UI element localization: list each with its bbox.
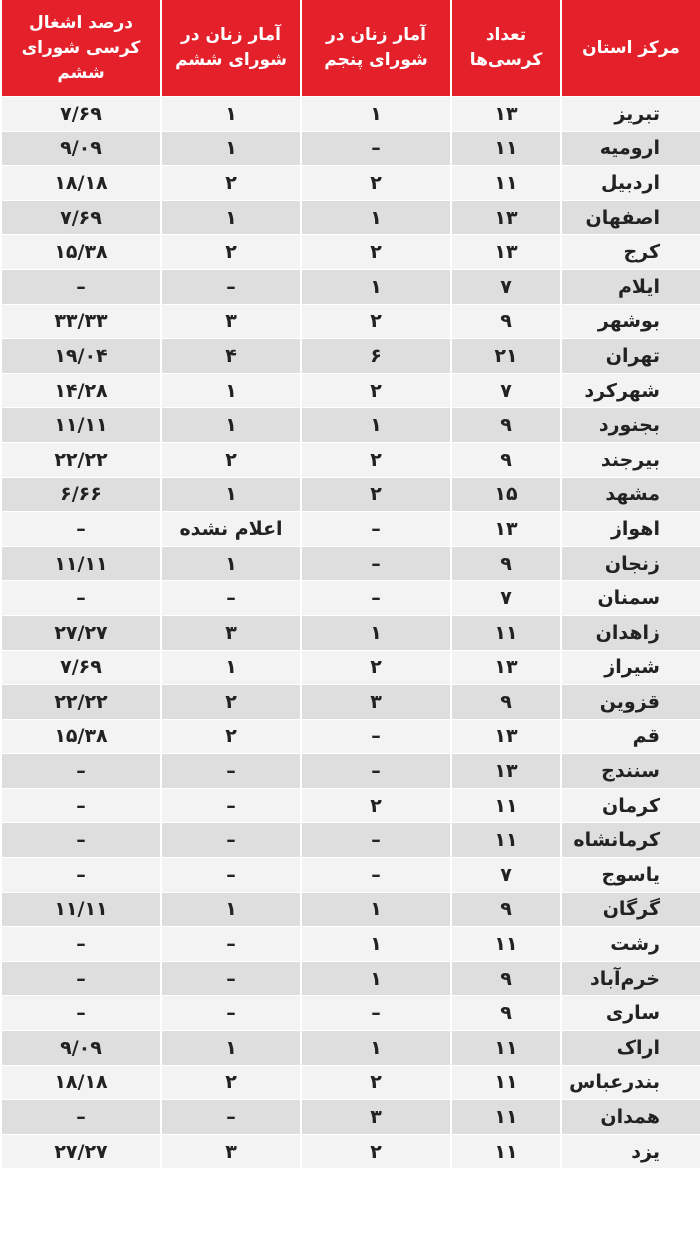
table-row (1, 581, 700, 616)
cell-seats: ۹ (451, 304, 561, 339)
cell-women-fifth: ۲ (301, 650, 451, 685)
table-row (1, 927, 700, 962)
cell-province: ساری (561, 996, 700, 1031)
cell-seats: ۹ (451, 961, 561, 996)
cell-women-fifth: ۱ (301, 927, 451, 962)
cell-women-sixth: ۱ (161, 477, 301, 512)
cell-seats: ۷ (451, 373, 561, 408)
cell-women-fifth: ۱ (301, 269, 451, 304)
cell-province: ایلام (561, 269, 700, 304)
header-percent-sixth-council: درصد اشغال کرسی شورای ششم (1, 0, 161, 97)
cell-percent: ۶/۶۶ (1, 477, 161, 512)
table-row (1, 650, 700, 685)
cell-seats: ۱۱ (451, 166, 561, 201)
cell-province: اردبیل (561, 166, 700, 201)
table-row (1, 1100, 700, 1135)
cell-province: خرم‌آباد (561, 961, 700, 996)
cell-women-sixth: ۳ (161, 1134, 301, 1168)
cell-women-fifth: – (301, 546, 451, 581)
table-body (1, 97, 700, 1169)
cell-women-fifth: ۱ (301, 961, 451, 996)
cell-seats: ۱۱ (451, 788, 561, 823)
cell-women-fifth: ۲ (301, 442, 451, 477)
cell-women-sixth: – (161, 754, 301, 789)
cell-women-fifth: ۱ (301, 408, 451, 443)
cell-percent: – (1, 823, 161, 858)
cell-percent: – (1, 996, 161, 1031)
cell-seats: ۷ (451, 858, 561, 893)
cell-percent: – (1, 581, 161, 616)
cell-women-sixth: – (161, 996, 301, 1031)
cell-women-fifth: ۲ (301, 235, 451, 270)
cell-seats: ۱۳ (451, 754, 561, 789)
cell-percent: ۱۵/۳۸ (1, 235, 161, 270)
cell-percent: – (1, 1100, 161, 1135)
table-row (1, 97, 700, 132)
table-row (1, 235, 700, 270)
cell-seats: ۱۳ (451, 235, 561, 270)
cell-women-fifth: ۶ (301, 339, 451, 374)
cell-percent: ۲۷/۲۷ (1, 1134, 161, 1168)
cell-percent: – (1, 858, 161, 893)
cell-women-sixth: ۴ (161, 339, 301, 374)
cell-women-fifth: ۲ (301, 304, 451, 339)
header-seats: تعداد کرسی‌ها (451, 0, 561, 97)
cell-women-fifth: – (301, 754, 451, 789)
cell-women-fifth: ۲ (301, 788, 451, 823)
table-row (1, 512, 700, 547)
cell-women-sixth: ۱ (161, 650, 301, 685)
table-row (1, 269, 700, 304)
cell-province: بیرجند (561, 442, 700, 477)
cell-women-sixth: – (161, 823, 301, 858)
table-row (1, 823, 700, 858)
cell-seats: ۹ (451, 408, 561, 443)
cell-percent: ۷/۶۹ (1, 97, 161, 132)
cell-province: قم (561, 719, 700, 754)
cell-percent: – (1, 754, 161, 789)
table-row (1, 615, 700, 650)
cell-seats: ۹ (451, 996, 561, 1031)
cell-seats: ۷ (451, 581, 561, 616)
cell-percent: ۱۴/۲۸ (1, 373, 161, 408)
cell-province: یاسوج (561, 858, 700, 893)
table-row (1, 304, 700, 339)
cell-women-fifth: – (301, 719, 451, 754)
cell-seats: ۱۱ (451, 1100, 561, 1135)
cell-women-fifth: – (301, 823, 451, 858)
cell-seats: ۲۱ (451, 339, 561, 374)
cell-women-sixth: – (161, 1100, 301, 1135)
cell-percent: ۲۲/۲۲ (1, 442, 161, 477)
table-row (1, 1065, 700, 1100)
cell-percent: ۱۱/۱۱ (1, 408, 161, 443)
cell-percent: – (1, 961, 161, 996)
cell-women-fifth: ۲ (301, 477, 451, 512)
cell-women-fifth: – (301, 996, 451, 1031)
cell-seats: ۱۱ (451, 615, 561, 650)
header-women-sixth-council: آمار زنان در شورای ششم (161, 0, 301, 97)
cell-women-sixth: اعلام نشده (161, 512, 301, 547)
cell-percent: ۷/۶۹ (1, 650, 161, 685)
cell-percent: – (1, 927, 161, 962)
cell-percent: – (1, 269, 161, 304)
cell-percent: ۱۸/۱۸ (1, 166, 161, 201)
cell-seats: ۹ (451, 685, 561, 720)
cell-women-sixth: – (161, 581, 301, 616)
table-row (1, 1031, 700, 1066)
cell-women-sixth: ۲ (161, 235, 301, 270)
cell-province: بندرعباس (561, 1065, 700, 1100)
cell-women-sixth: – (161, 269, 301, 304)
cell-seats: ۱۱ (451, 927, 561, 962)
cell-seats: ۱۱ (451, 823, 561, 858)
table-row (1, 685, 700, 720)
cell-percent: ۱۸/۱۸ (1, 1065, 161, 1100)
cell-women-sixth: ۲ (161, 166, 301, 201)
cell-province: همدان (561, 1100, 700, 1135)
cell-province: بوشهر (561, 304, 700, 339)
cell-province: شیراز (561, 650, 700, 685)
cell-province: یزد (561, 1134, 700, 1168)
table-row (1, 1134, 700, 1168)
cell-women-fifth: ۲ (301, 373, 451, 408)
cell-women-fifth: ۱ (301, 1031, 451, 1066)
cell-women-fifth: ۳ (301, 1100, 451, 1135)
cell-province: زاهدان (561, 615, 700, 650)
cell-seats: ۱۳ (451, 650, 561, 685)
cell-province: سنندج (561, 754, 700, 789)
cell-women-sixth: ۱ (161, 131, 301, 166)
cell-seats: ۱۳ (451, 97, 561, 132)
table-row (1, 996, 700, 1031)
cell-percent: ۹/۰۹ (1, 1031, 161, 1066)
cell-seats: ۱۵ (451, 477, 561, 512)
cell-seats: ۱۳ (451, 200, 561, 235)
cell-seats: ۱۱ (451, 1134, 561, 1168)
table-row (1, 477, 700, 512)
cell-women-fifth: ۲ (301, 1134, 451, 1168)
table-row (1, 373, 700, 408)
cell-seats: ۱۱ (451, 131, 561, 166)
table-row (1, 166, 700, 201)
cell-women-fifth: ۳ (301, 685, 451, 720)
cell-province: زنجان (561, 546, 700, 581)
table-row (1, 339, 700, 374)
cell-women-sixth: – (161, 961, 301, 996)
cell-women-fifth: ۲ (301, 1065, 451, 1100)
cell-women-fifth: ۱ (301, 200, 451, 235)
cell-percent: ۷/۶۹ (1, 200, 161, 235)
cell-women-sixth: ۲ (161, 719, 301, 754)
cell-seats: ۱۳ (451, 719, 561, 754)
cell-women-fifth: ۲ (301, 166, 451, 201)
cell-women-sixth: ۲ (161, 1065, 301, 1100)
table-row (1, 961, 700, 996)
cell-province: گرگان (561, 892, 700, 927)
header-province: مرکز استان (561, 0, 700, 97)
cell-women-sixth: ۱ (161, 200, 301, 235)
cell-province: شهرکرد (561, 373, 700, 408)
cell-percent: ۲۲/۲۲ (1, 685, 161, 720)
cell-province: کرمانشاه (561, 823, 700, 858)
cell-percent: ۳۳/۳۳ (1, 304, 161, 339)
cell-percent: ۱۹/۰۴ (1, 339, 161, 374)
cell-province: رشت (561, 927, 700, 962)
cell-seats: ۹ (451, 546, 561, 581)
cell-province: مشهد (561, 477, 700, 512)
cell-province: قزوین (561, 685, 700, 720)
cell-women-fifth: – (301, 131, 451, 166)
cell-seats: ۱۱ (451, 1065, 561, 1100)
cell-seats: ۹ (451, 442, 561, 477)
cell-women-fifth: – (301, 512, 451, 547)
cell-seats: ۷ (451, 269, 561, 304)
cell-seats: ۱۱ (451, 1031, 561, 1066)
cell-percent: ۹/۰۹ (1, 131, 161, 166)
cell-women-sixth: ۳ (161, 615, 301, 650)
cell-percent: ۱۱/۱۱ (1, 892, 161, 927)
cell-percent: ۲۷/۲۷ (1, 615, 161, 650)
cell-women-fifth: ۱ (301, 892, 451, 927)
table-row (1, 200, 700, 235)
cell-women-sixth: – (161, 927, 301, 962)
cell-women-sixth: ۱ (161, 408, 301, 443)
cell-percent: ۱۱/۱۱ (1, 546, 161, 581)
cell-women-sixth: – (161, 788, 301, 823)
cell-province: سمنان (561, 581, 700, 616)
cell-province: اراک (561, 1031, 700, 1066)
cell-province: بجنورد (561, 408, 700, 443)
cell-percent: ۱۵/۳۸ (1, 719, 161, 754)
cell-women-sixth: – (161, 858, 301, 893)
cell-percent: – (1, 512, 161, 547)
table-row (1, 892, 700, 927)
table-row (1, 719, 700, 754)
cell-women-fifth: – (301, 581, 451, 616)
cell-women-sixth: ۲ (161, 685, 301, 720)
header-row (1, 0, 700, 97)
table-row (1, 754, 700, 789)
table-header (1, 0, 700, 97)
cell-women-sixth: ۱ (161, 546, 301, 581)
table-row (1, 546, 700, 581)
cell-women-sixth: ۱ (161, 373, 301, 408)
cell-province: تهران (561, 339, 700, 374)
cell-women-sixth: ۱ (161, 1031, 301, 1066)
cell-province: ارومیه (561, 131, 700, 166)
cell-province: تبریز (561, 97, 700, 132)
cell-province: اصفهان (561, 200, 700, 235)
cell-women-sixth: ۱ (161, 97, 301, 132)
cell-seats: ۱۳ (451, 512, 561, 547)
table-row (1, 131, 700, 166)
cell-women-fifth: ۱ (301, 97, 451, 132)
cell-seats: ۹ (451, 892, 561, 927)
cell-women-fifth: – (301, 858, 451, 893)
cell-women-sixth: ۲ (161, 442, 301, 477)
table-row (1, 442, 700, 477)
table-row (1, 788, 700, 823)
cell-province: کرج (561, 235, 700, 270)
header-women-fifth-council: آمار زنان در شورای پنجم (301, 0, 451, 97)
cell-women-sixth: ۳ (161, 304, 301, 339)
cell-percent: – (1, 788, 161, 823)
table-row (1, 408, 700, 443)
table-row (1, 858, 700, 893)
cell-province: اهواز (561, 512, 700, 547)
cell-province: کرمان (561, 788, 700, 823)
cell-women-sixth: ۱ (161, 892, 301, 927)
cell-women-fifth: ۱ (301, 615, 451, 650)
